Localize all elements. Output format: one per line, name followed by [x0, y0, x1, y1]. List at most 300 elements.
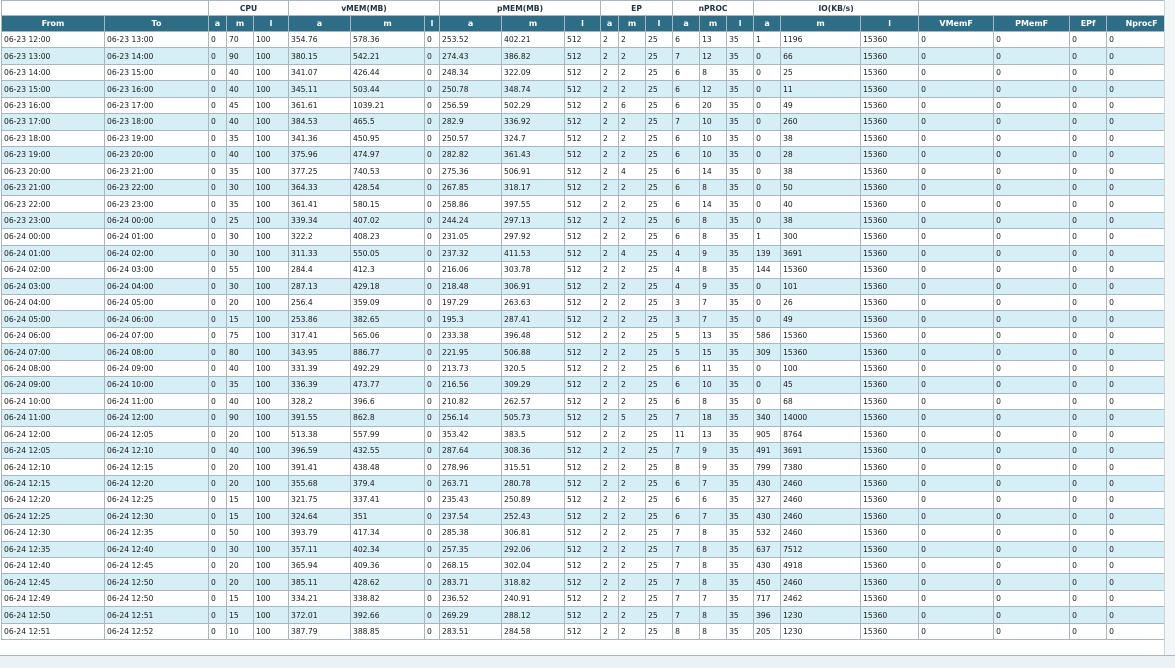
table-cell: 0 — [1107, 311, 1175, 327]
table-row[interactable] — [2, 426, 1175, 442]
table-cell: 0 — [209, 558, 227, 574]
table-cell: 35 — [727, 48, 754, 64]
table-row[interactable] — [2, 459, 1175, 475]
column-header[interactable]: From — [2, 16, 105, 32]
table-cell: 0 — [754, 196, 781, 212]
column-header[interactable]: a — [673, 16, 700, 32]
table-cell: 512 — [565, 558, 601, 574]
table-cell: 25 — [646, 623, 673, 639]
column-header[interactable]: m — [502, 16, 565, 32]
horizontal-scrollbar[interactable] — [0, 655, 1175, 668]
table-cell: 144 — [754, 262, 781, 278]
table-cell: 35 — [727, 147, 754, 163]
table-cell: 0 — [209, 48, 227, 64]
table-cell: 06-23 18:00 — [105, 114, 209, 130]
column-header[interactable]: a — [289, 16, 351, 32]
table-cell: 06-24 09:00 — [2, 377, 105, 393]
table-cell: 512 — [565, 393, 601, 409]
table-cell: 15360 — [861, 475, 919, 491]
column-header[interactable]: PMemF — [994, 16, 1070, 32]
table-cell: 06-24 04:00 — [2, 295, 105, 311]
table-cell: 06-24 12:25 — [105, 492, 209, 508]
table-cell: 0 — [919, 492, 994, 508]
table-row[interactable] — [2, 147, 1175, 163]
table-cell: 354.76 — [289, 32, 351, 48]
table-cell: 0 — [994, 48, 1070, 64]
table-cell: 474.97 — [351, 147, 425, 163]
table-cell: 379.4 — [351, 475, 425, 491]
vertical-scrollbar[interactable] — [1164, 0, 1175, 655]
table-row[interactable] — [2, 97, 1175, 113]
table-cell: 322.2 — [289, 229, 351, 245]
table-cell: 100 — [254, 81, 289, 97]
table-cell: 512 — [565, 360, 601, 376]
table-cell: 6 — [673, 163, 700, 179]
table-cell: 253.86 — [289, 311, 351, 327]
table-cell: 303.78 — [502, 262, 565, 278]
table-cell: 0 — [754, 81, 781, 97]
column-header[interactable]: l — [565, 16, 601, 32]
table-cell: 100 — [254, 360, 289, 376]
table-cell: 233.38 — [440, 327, 502, 343]
table-cell: 503.44 — [351, 81, 425, 97]
table-cell: 0 — [209, 196, 227, 212]
column-header[interactable]: l — [727, 16, 754, 32]
table-cell: 25 — [646, 130, 673, 146]
table-cell: 14 — [700, 196, 727, 212]
table-cell: 391.55 — [289, 410, 351, 426]
table-cell: 15360 — [781, 344, 861, 360]
table-cell: 4 — [673, 245, 700, 261]
table-cell: 0 — [425, 442, 440, 458]
table-row[interactable] — [2, 360, 1175, 376]
table-cell: 0 — [425, 311, 440, 327]
table-cell: 15360 — [861, 64, 919, 80]
table-cell: 0 — [1070, 492, 1107, 508]
table-cell: 06-24 12:20 — [105, 475, 209, 491]
table-cell: 100 — [254, 327, 289, 343]
table-cell: 0 — [994, 558, 1070, 574]
table-cell: 0 — [919, 574, 994, 590]
table-cell: 391.41 — [289, 459, 351, 475]
table-cell: 318.82 — [502, 574, 565, 590]
table-cell: 450.95 — [351, 130, 425, 146]
column-header[interactable]: NprocF — [1107, 16, 1175, 32]
column-header[interactable]: a — [754, 16, 781, 32]
table-cell: 25 — [646, 212, 673, 228]
column-header[interactable]: m — [619, 16, 646, 32]
table-cell: 0 — [994, 64, 1070, 80]
table-cell: 0 — [425, 229, 440, 245]
table-cell: 512 — [565, 623, 601, 639]
table-cell: 2460 — [781, 574, 861, 590]
table-cell: 237.54 — [440, 508, 502, 524]
table-cell: 100 — [254, 130, 289, 146]
table-row[interactable] — [2, 492, 1175, 508]
table-cell: 15 — [227, 492, 254, 508]
table-row[interactable] — [2, 245, 1175, 261]
table-cell: 252.43 — [502, 508, 565, 524]
table-row[interactable] — [2, 410, 1175, 426]
table-cell: 06-24 06:00 — [2, 327, 105, 343]
table-row[interactable] — [2, 278, 1175, 294]
table-cell: 06-24 06:00 — [105, 311, 209, 327]
column-header[interactable]: l — [861, 16, 919, 32]
table-cell: 0 — [919, 32, 994, 48]
table-cell: 25 — [646, 48, 673, 64]
table-cell: 28 — [781, 147, 861, 163]
table-cell: 0 — [1107, 508, 1175, 524]
table-cell: 06-23 18:00 — [2, 130, 105, 146]
table-cell: 06-24 12:49 — [2, 590, 105, 606]
table-cell: 0 — [994, 377, 1070, 393]
table-cell: 2 — [619, 590, 646, 606]
table-cell: 318.17 — [502, 179, 565, 195]
table-cell: 0 — [919, 147, 994, 163]
table-row[interactable] — [2, 179, 1175, 195]
column-header[interactable]: a — [601, 16, 619, 32]
table-cell: 38 — [781, 130, 861, 146]
table-cell: 0 — [1070, 97, 1107, 113]
table-cell: 315.51 — [502, 459, 565, 475]
table-cell: 35 — [727, 558, 754, 574]
table-cell: 2 — [619, 262, 646, 278]
table-cell: 35 — [727, 278, 754, 294]
table-cell: 512 — [565, 114, 601, 130]
table-cell: 320.5 — [502, 360, 565, 376]
table-cell: 15360 — [861, 426, 919, 442]
table-row[interactable] — [2, 212, 1175, 228]
table-cell: 15360 — [861, 114, 919, 130]
column-header[interactable]: m — [351, 16, 425, 32]
table-row[interactable] — [2, 393, 1175, 409]
table-cell: 438.48 — [351, 459, 425, 475]
table-cell: 06-24 12:05 — [2, 442, 105, 458]
table-cell: 328.2 — [289, 393, 351, 409]
table-cell: 35 — [727, 179, 754, 195]
table-cell: 35 — [727, 295, 754, 311]
table-cell: 0 — [1070, 64, 1107, 80]
column-header[interactable]: l — [254, 16, 289, 32]
table-cell: 2 — [601, 295, 619, 311]
table-row[interactable] — [2, 574, 1175, 590]
table-row[interactable] — [2, 475, 1175, 491]
table-cell: 311.33 — [289, 245, 351, 261]
table-cell: 340 — [754, 410, 781, 426]
table-cell: 0 — [1107, 114, 1175, 130]
table-cell: 06-23 17:00 — [2, 114, 105, 130]
table-cell: 2 — [601, 558, 619, 574]
table-cell: 7 — [673, 590, 700, 606]
table-cell: 337.41 — [351, 492, 425, 508]
table-cell: 30 — [227, 179, 254, 195]
table-cell: 6 — [700, 492, 727, 508]
table-cell: 0 — [1070, 360, 1107, 376]
table-cell: 0 — [1107, 32, 1175, 48]
table-cell: 396.59 — [289, 442, 351, 458]
table-cell: 100 — [254, 32, 289, 48]
table-cell: 905 — [754, 426, 781, 442]
table-cell: 258.86 — [440, 196, 502, 212]
table-row[interactable] — [2, 442, 1175, 458]
table-cell: 9 — [700, 278, 727, 294]
table-cell: 26 — [781, 295, 861, 311]
table-cell: 35 — [727, 475, 754, 491]
table-cell: 15360 — [861, 393, 919, 409]
table-cell: 2 — [619, 377, 646, 393]
column-header[interactable]: m — [781, 16, 861, 32]
table-cell: 512 — [565, 32, 601, 48]
table-cell: 100 — [254, 147, 289, 163]
column-header[interactable]: l — [425, 16, 440, 32]
table-cell: 0 — [919, 212, 994, 228]
table-row[interactable] — [2, 130, 1175, 146]
table-cell: 411.53 — [502, 245, 565, 261]
table-cell: 377.25 — [289, 163, 351, 179]
table-cell: 260 — [781, 114, 861, 130]
group-header: IO(KB/s) — [754, 1, 919, 16]
table-cell: 90 — [227, 48, 254, 64]
table-cell: 06-24 00:00 — [105, 212, 209, 228]
table-row[interactable] — [2, 327, 1175, 343]
table-cell: 2 — [601, 492, 619, 508]
table-cell: 0 — [994, 147, 1070, 163]
table-cell: 0 — [919, 508, 994, 524]
column-header[interactable]: m — [227, 16, 254, 32]
table-row[interactable] — [2, 262, 1175, 278]
table-cell: 25 — [646, 607, 673, 623]
table-cell: 100 — [254, 607, 289, 623]
table-cell: 0 — [209, 508, 227, 524]
table-cell: 0 — [1107, 590, 1175, 606]
table-row[interactable] — [2, 623, 1175, 639]
table-cell: 100 — [254, 442, 289, 458]
table-cell: 512 — [565, 229, 601, 245]
table-cell: 0 — [994, 196, 1070, 212]
column-header[interactable]: l — [646, 16, 673, 32]
table-cell: 06-24 12:00 — [2, 426, 105, 442]
table-cell: 25 — [227, 212, 254, 228]
table-cell: 06-24 12:50 — [2, 607, 105, 623]
table-cell: 0 — [425, 64, 440, 80]
column-header[interactable]: a — [440, 16, 502, 32]
table-cell: 0 — [209, 344, 227, 360]
table-cell: 0 — [1107, 130, 1175, 146]
table-cell: 6 — [673, 377, 700, 393]
table-row[interactable] — [2, 48, 1175, 64]
column-header[interactable]: a — [209, 16, 227, 32]
table-cell: 15360 — [861, 295, 919, 311]
table-cell: 407.02 — [351, 212, 425, 228]
table-cell: 0 — [919, 278, 994, 294]
table-cell: 10 — [700, 147, 727, 163]
table-row[interactable] — [2, 196, 1175, 212]
table-cell: 06-24 01:00 — [2, 245, 105, 261]
table-cell: 397.55 — [502, 196, 565, 212]
table-cell: 8 — [700, 179, 727, 195]
table-cell: 15360 — [861, 196, 919, 212]
table-cell: 512 — [565, 130, 601, 146]
table-cell: 0 — [209, 97, 227, 113]
table-row[interactable] — [2, 607, 1175, 623]
table-cell: 06-23 20:00 — [105, 147, 209, 163]
table-cell: 2 — [619, 360, 646, 376]
table-cell: 15360 — [861, 327, 919, 343]
table-row[interactable] — [2, 163, 1175, 179]
column-header[interactable]: m — [700, 16, 727, 32]
table-cell: 0 — [1107, 574, 1175, 590]
table-cell: 8 — [700, 229, 727, 245]
table-row[interactable] — [2, 541, 1175, 557]
group-header: vMEM(MB) — [289, 1, 440, 16]
table-cell: 0 — [209, 278, 227, 294]
resource-usage-table — [1, 0, 1175, 640]
table-cell: 2 — [619, 229, 646, 245]
table-cell: 0 — [919, 475, 994, 491]
table-cell: 0 — [994, 525, 1070, 541]
table-cell: 396.48 — [502, 327, 565, 343]
table-cell: 0 — [1070, 212, 1107, 228]
table-cell: 0 — [994, 327, 1070, 343]
table-cell: 15360 — [861, 508, 919, 524]
table-cell: 6 — [673, 508, 700, 524]
table-row[interactable] — [2, 590, 1175, 606]
table-row[interactable] — [2, 525, 1175, 541]
table-cell: 06-23 19:00 — [2, 147, 105, 163]
table-row[interactable] — [2, 81, 1175, 97]
table-cell: 0 — [754, 278, 781, 294]
table-cell: 256.59 — [440, 97, 502, 113]
table-cell: 35 — [727, 130, 754, 146]
table-cell: 0 — [209, 525, 227, 541]
table-cell: 383.5 — [502, 426, 565, 442]
table-cell: 5 — [673, 344, 700, 360]
table-cell: 512 — [565, 295, 601, 311]
table-cell: 0 — [994, 81, 1070, 97]
table-cell: 0 — [754, 360, 781, 376]
table-cell: 7 — [673, 114, 700, 130]
table-row[interactable] — [2, 311, 1175, 327]
table-cell: 35 — [727, 492, 754, 508]
table-cell: 396.6 — [351, 393, 425, 409]
table-row[interactable] — [2, 295, 1175, 311]
table-cell: 0 — [919, 558, 994, 574]
table-cell: 35 — [727, 426, 754, 442]
table-cell: 327 — [754, 492, 781, 508]
table-cell: 0 — [425, 32, 440, 48]
table-cell: 430 — [754, 558, 781, 574]
table-cell: 0 — [994, 32, 1070, 48]
table-cell: 100 — [254, 525, 289, 541]
table-cell: 216.56 — [440, 377, 502, 393]
table-cell: 348.74 — [502, 81, 565, 97]
table-cell: 40 — [781, 196, 861, 212]
table-cell: 45 — [227, 97, 254, 113]
table-cell: 0 — [425, 262, 440, 278]
table-cell: 402.34 — [351, 541, 425, 557]
table-cell: 15360 — [861, 492, 919, 508]
table-cell: 0 — [919, 196, 994, 212]
column-header[interactable]: EPf — [1070, 16, 1107, 32]
table-row[interactable] — [2, 377, 1175, 393]
table-cell: 512 — [565, 410, 601, 426]
table-cell: 35 — [727, 623, 754, 639]
table-cell: 1 — [754, 229, 781, 245]
table-cell: 0 — [1070, 459, 1107, 475]
table-cell: 0 — [209, 311, 227, 327]
table-cell: 35 — [727, 212, 754, 228]
table-cell: 0 — [919, 97, 994, 113]
table-cell: 6 — [673, 97, 700, 113]
table-cell: 0 — [919, 179, 994, 195]
table-cell: 236.52 — [440, 590, 502, 606]
table-cell: 15360 — [781, 262, 861, 278]
group-header-row — [2, 1, 1175, 16]
table-cell: 35 — [727, 97, 754, 113]
table-row[interactable] — [2, 558, 1175, 574]
table-row[interactable] — [2, 32, 1175, 48]
table-row[interactable] — [2, 229, 1175, 245]
table-row[interactable] — [2, 114, 1175, 130]
table-cell: 0 — [1070, 114, 1107, 130]
table-cell: 512 — [565, 311, 601, 327]
table-cell: 506.91 — [502, 163, 565, 179]
table-row[interactable] — [2, 344, 1175, 360]
table-cell: 0 — [1070, 229, 1107, 245]
table-cell: 2460 — [781, 475, 861, 491]
table-cell: 0 — [1070, 311, 1107, 327]
table-cell: 25 — [646, 541, 673, 557]
table-cell: 0 — [1107, 492, 1175, 508]
table-cell: 06-24 12:00 — [105, 410, 209, 426]
table-cell: 2 — [601, 377, 619, 393]
table-cell: 15360 — [861, 229, 919, 245]
table-cell: 20 — [227, 475, 254, 491]
table-cell: 70 — [227, 32, 254, 48]
table-cell: 2 — [601, 442, 619, 458]
column-header[interactable]: To — [105, 16, 209, 32]
table-cell: 100 — [254, 377, 289, 393]
column-header[interactable]: VMemF — [919, 16, 994, 32]
table-cell: 100 — [254, 541, 289, 557]
table-cell: 0 — [209, 179, 227, 195]
table-cell: 35 — [727, 508, 754, 524]
table-cell: 336.92 — [502, 114, 565, 130]
table-cell: 06-23 12:00 — [2, 32, 105, 48]
table-cell: 0 — [425, 245, 440, 261]
table-cell: 9 — [700, 442, 727, 458]
table-cell: 0 — [754, 147, 781, 163]
table-cell: 06-24 05:00 — [2, 311, 105, 327]
table-cell: 0 — [1070, 147, 1107, 163]
table-cell: 512 — [565, 48, 601, 64]
table-cell: 30 — [227, 229, 254, 245]
table-cell: 0 — [919, 377, 994, 393]
table-cell: 06-24 12:10 — [2, 459, 105, 475]
table-cell: 06-24 07:00 — [2, 344, 105, 360]
table-cell: 3 — [673, 295, 700, 311]
table-cell: 100 — [254, 262, 289, 278]
table-cell: 361.41 — [289, 196, 351, 212]
table-row[interactable] — [2, 64, 1175, 80]
table-cell: 0 — [1107, 229, 1175, 245]
table-cell: 0 — [425, 459, 440, 475]
table-row[interactable] — [2, 508, 1175, 524]
table-cell: 542.21 — [351, 48, 425, 64]
table-cell: 25 — [646, 426, 673, 442]
table-cell: 35 — [727, 574, 754, 590]
table-cell: 8 — [700, 623, 727, 639]
